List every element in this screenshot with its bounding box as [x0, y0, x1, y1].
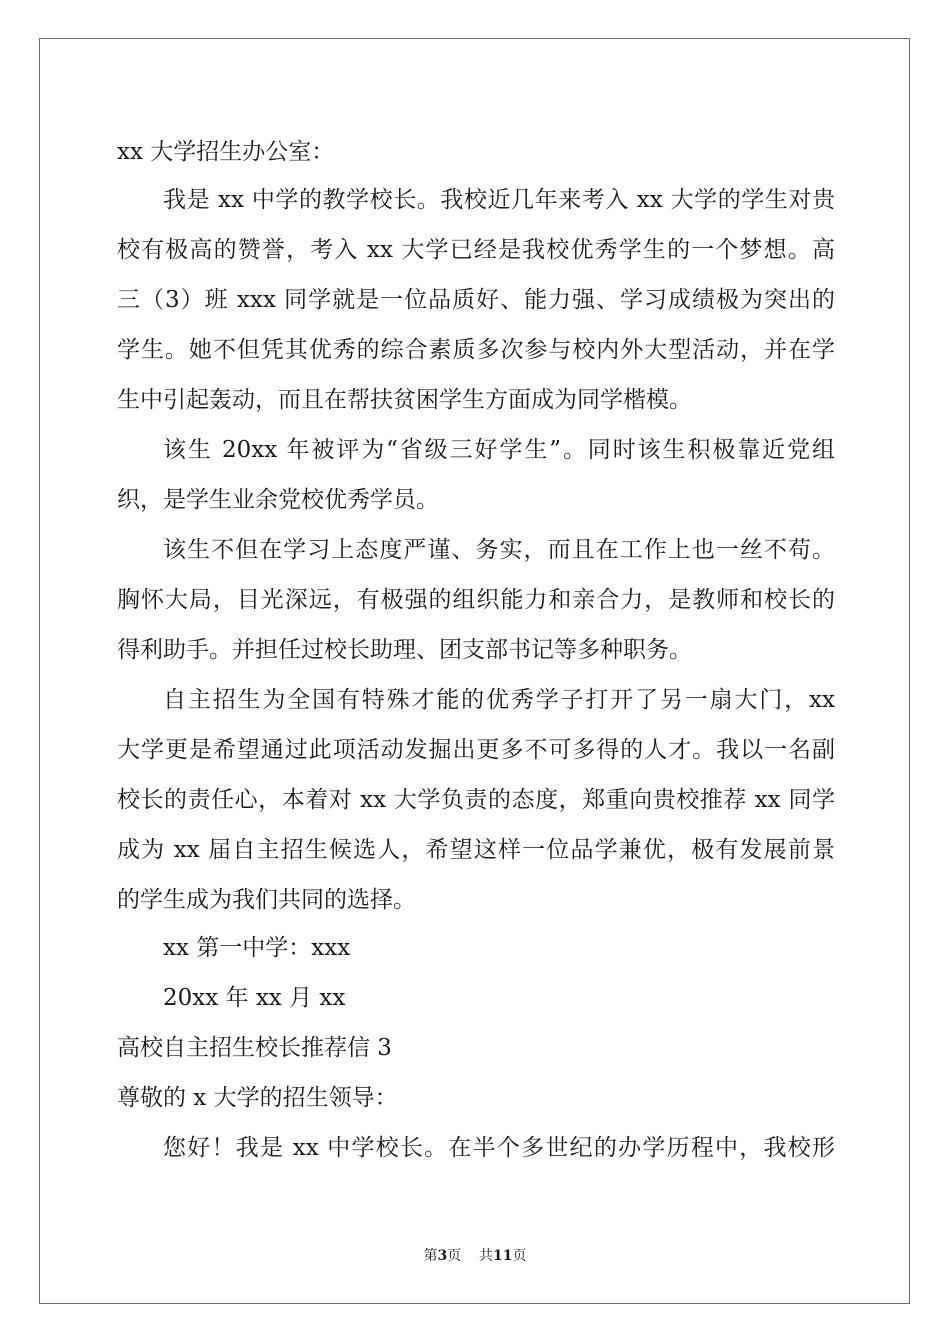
- body-line: 得利助手。并担任过校长助理、团支部书记等多种职务。: [117, 637, 692, 663]
- body-line: 我是 xx 中学的教学校长。我校近几年来考入 xx 大学的学生对贵: [163, 187, 835, 213]
- body-line: 自主招生为全国有特殊才能的优秀学子打开了另一扇大门，xx: [163, 687, 835, 713]
- body-line: 该生不但在学习上态度严谨、务实，而且在工作上也一丝不苟。: [163, 537, 835, 563]
- footer-total-suffix: 页: [512, 1248, 527, 1264]
- footer-total-pages: 11: [493, 1248, 513, 1264]
- body-line: 的学生成为我们共同的选择。: [117, 887, 416, 913]
- footer-prefix: 第: [423, 1248, 438, 1264]
- page-border: [39, 38, 910, 1304]
- footer-page-number: 3: [437, 1248, 448, 1264]
- body-line: 校有极高的赞誉，考入 xx 大学已经是我校优秀学生的一个梦想。高: [117, 237, 835, 263]
- body-line: 三（3）班 xxx 同学就是一位品质好、能力强、学习成绩极为突出的: [117, 287, 835, 313]
- salutation: 尊敬的 x 大学的招生领导：: [117, 1085, 398, 1111]
- body-line: 您好！我是 xx 中学校长。在半个多世纪的办学历程中，我校形: [163, 1135, 835, 1161]
- body-line: 成为 xx 届自主招生候选人，希望这样一位品学兼优，极有发展前景: [117, 837, 835, 863]
- body-line: 生中引起轰动，而且在帮扶贫困学生方面成为同学楷模。: [117, 387, 692, 413]
- footer-page-suffix: 页: [447, 1248, 462, 1264]
- body-line: 织，是学生业余党校优秀学员。: [117, 487, 439, 513]
- body-line: 大学更是希望通过此项活动发掘出更多不可多得的人才。我以一名副: [117, 737, 835, 763]
- salutation: xx 大学招生办公室：: [117, 139, 335, 165]
- signature-date: 20xx 年 xx 月 xx: [163, 985, 346, 1011]
- body-line: 学生。她不但凭其优秀的综合素质多次参与校内外大型活动，并在学: [117, 337, 835, 363]
- signature-school: xx 第一中学：xxx: [163, 935, 351, 961]
- body-line: 校长的责任心，本着对 xx 大学负责的态度，郑重向贵校推荐 xx 同学: [117, 787, 835, 813]
- footer-total-prefix: 共: [479, 1248, 494, 1264]
- body-line: 胸怀大局，目光深远，有极强的组织能力和亲合力，是教师和校长的: [117, 587, 835, 613]
- section-title: 高校自主招生校长推荐信 3: [117, 1035, 392, 1061]
- page-footer: [0, 1245, 950, 1265]
- body-line: 该生 20xx 年被评为“省级三好学生”。同时该生积极靠近党组: [163, 437, 835, 463]
